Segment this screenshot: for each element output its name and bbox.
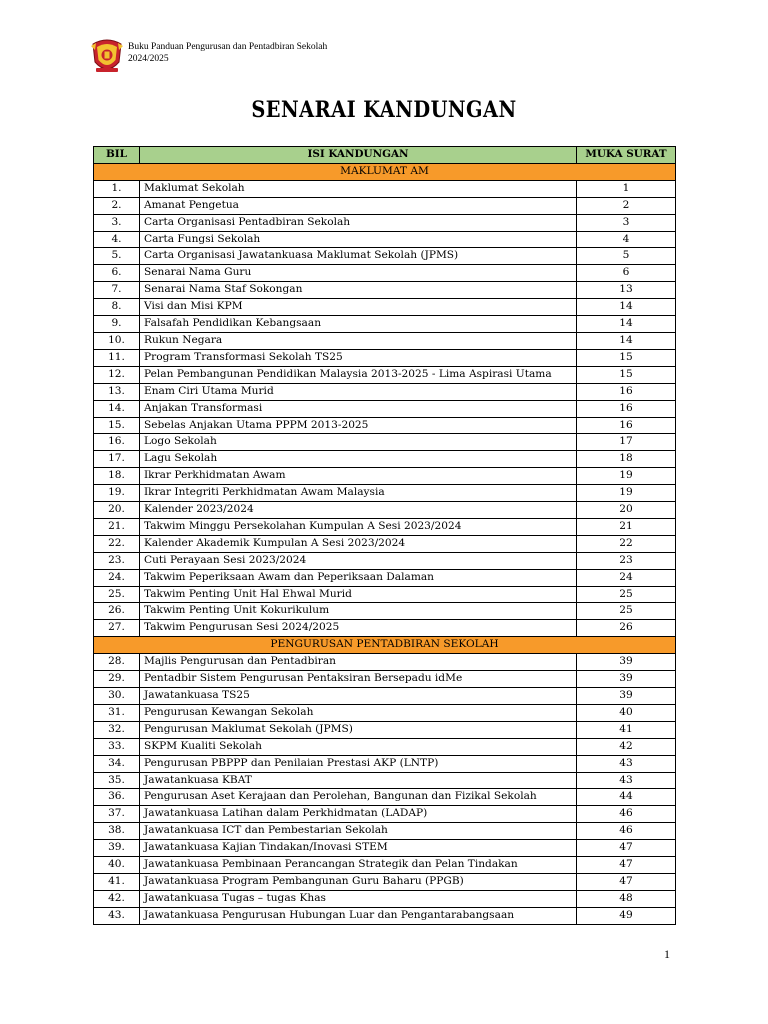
row-number: 30. bbox=[94, 688, 140, 705]
row-page: 47 bbox=[577, 873, 676, 890]
row-content: Takwim Penting Unit Kokurikulum bbox=[140, 603, 577, 620]
row-content: Sebelas Anjakan Utama PPPM 2013-2025 bbox=[140, 417, 577, 434]
row-content: Maklumat Sekolah bbox=[140, 180, 577, 197]
table-row bbox=[94, 654, 676, 671]
row-page: 20 bbox=[577, 502, 676, 519]
row-content: SKPM Kualiti Sekolah bbox=[140, 738, 577, 755]
row-page: 6 bbox=[577, 265, 676, 282]
table-row bbox=[94, 823, 676, 840]
row-number: 14. bbox=[94, 400, 140, 417]
column-header-isi-kandungan: ISI KANDUNGAN bbox=[140, 147, 577, 164]
document-header bbox=[90, 38, 490, 78]
row-page: 23 bbox=[577, 552, 676, 569]
table-row bbox=[94, 907, 676, 924]
row-page: 46 bbox=[577, 806, 676, 823]
table-row bbox=[94, 434, 676, 451]
row-content: Senarai Nama Staf Sokongan bbox=[140, 282, 577, 299]
row-content: Amanat Pengetua bbox=[140, 197, 577, 214]
row-number: 27. bbox=[94, 620, 140, 637]
row-page: 19 bbox=[577, 485, 676, 502]
row-number: 31. bbox=[94, 704, 140, 721]
row-page: 16 bbox=[577, 400, 676, 417]
row-number: 3. bbox=[94, 214, 140, 231]
table-row bbox=[94, 451, 676, 468]
row-content: Pengurusan PBPPP dan Penilaian Prestasi AKP (LNTP) bbox=[140, 755, 577, 772]
row-content: Jawatankuasa Pembinaan Perancangan Strategik dan Pelan Tindakan bbox=[140, 857, 577, 874]
table-row bbox=[94, 485, 676, 502]
row-page: 1 bbox=[577, 180, 676, 197]
table-row bbox=[94, 772, 676, 789]
row-number: 5. bbox=[94, 248, 140, 265]
row-number: 11. bbox=[94, 349, 140, 366]
table-row bbox=[94, 383, 676, 400]
row-page: 39 bbox=[577, 654, 676, 671]
row-page: 40 bbox=[577, 704, 676, 721]
row-content: Kalender Akademik Kumpulan A Sesi 2023/2024 bbox=[140, 535, 577, 552]
row-number: 1. bbox=[94, 180, 140, 197]
table-row bbox=[94, 197, 676, 214]
row-page: 43 bbox=[577, 755, 676, 772]
row-content: Ikrar Perkhidmatan Awam bbox=[140, 468, 577, 485]
row-content: Takwim Penting Unit Hal Ehwal Murid bbox=[140, 586, 577, 603]
row-content: Pengurusan Aset Kerajaan dan Perolehan, Bangunan dan Fizikal Sekolah bbox=[140, 789, 577, 806]
table-row bbox=[94, 468, 676, 485]
row-page: 14 bbox=[577, 332, 676, 349]
table-row bbox=[94, 231, 676, 248]
row-number: 25. bbox=[94, 586, 140, 603]
header-line-2: 2024/2025 bbox=[128, 54, 169, 64]
table-row bbox=[94, 586, 676, 603]
row-page: 26 bbox=[577, 620, 676, 637]
table-row bbox=[94, 688, 676, 705]
row-content: Ikrar Integriti Perkhidmatan Awam Malaysia bbox=[140, 485, 577, 502]
row-number: 12. bbox=[94, 366, 140, 383]
row-number: 24. bbox=[94, 569, 140, 586]
row-number: 32. bbox=[94, 721, 140, 738]
row-page: 48 bbox=[577, 890, 676, 907]
row-number: 17. bbox=[94, 451, 140, 468]
section-title: PENGURUSAN PENTADBIRAN SEKOLAH bbox=[94, 637, 676, 654]
table-row bbox=[94, 332, 676, 349]
row-page: 25 bbox=[577, 603, 676, 620]
row-number: 41. bbox=[94, 873, 140, 890]
row-number: 16. bbox=[94, 434, 140, 451]
table-row bbox=[94, 518, 676, 535]
row-number: 38. bbox=[94, 823, 140, 840]
row-page: 5 bbox=[577, 248, 676, 265]
row-page: 41 bbox=[577, 721, 676, 738]
row-page: 39 bbox=[577, 671, 676, 688]
table-row bbox=[94, 840, 676, 857]
school-crest-icon bbox=[90, 38, 124, 76]
row-content: Jawatankuasa ICT dan Pembestarian Sekolah bbox=[140, 823, 577, 840]
row-content: Jawatankuasa Latihan dalam Perkhidmatan (LADAP) bbox=[140, 806, 577, 823]
row-content: Visi dan Misi KPM bbox=[140, 299, 577, 316]
row-page: 24 bbox=[577, 569, 676, 586]
row-page: 21 bbox=[577, 518, 676, 535]
table-row bbox=[94, 299, 676, 316]
row-number: 39. bbox=[94, 840, 140, 857]
row-number: 29. bbox=[94, 671, 140, 688]
table-row bbox=[94, 366, 676, 383]
table-row bbox=[94, 400, 676, 417]
column-header-bil: BIL bbox=[94, 147, 140, 164]
row-content: Carta Organisasi Pentadbiran Sekolah bbox=[140, 214, 577, 231]
row-number: 13. bbox=[94, 383, 140, 400]
table-row bbox=[94, 502, 676, 519]
table-header-row bbox=[94, 147, 676, 164]
row-number: 21. bbox=[94, 518, 140, 535]
row-number: 7. bbox=[94, 282, 140, 299]
row-number: 15. bbox=[94, 417, 140, 434]
contents-table bbox=[93, 146, 676, 925]
table-row bbox=[94, 789, 676, 806]
row-content: Cuti Perayaan Sesi 2023/2024 bbox=[140, 552, 577, 569]
table-row bbox=[94, 620, 676, 637]
table-row bbox=[94, 282, 676, 299]
row-content: Rukun Negara bbox=[140, 332, 577, 349]
row-number: 8. bbox=[94, 299, 140, 316]
table-row bbox=[94, 552, 676, 569]
table-row bbox=[94, 214, 676, 231]
row-number: 19. bbox=[94, 485, 140, 502]
table-row bbox=[94, 349, 676, 366]
table-row bbox=[94, 857, 676, 874]
row-page: 15 bbox=[577, 366, 676, 383]
row-page: 43 bbox=[577, 772, 676, 789]
row-number: 4. bbox=[94, 231, 140, 248]
table-row bbox=[94, 603, 676, 620]
row-page: 16 bbox=[577, 383, 676, 400]
row-content: Senarai Nama Guru bbox=[140, 265, 577, 282]
row-content: Jawatankuasa Tugas – tugas Khas bbox=[140, 890, 577, 907]
row-content: Pengurusan Kewangan Sekolah bbox=[140, 704, 577, 721]
row-page: 47 bbox=[577, 840, 676, 857]
row-page: 17 bbox=[577, 434, 676, 451]
table-row bbox=[94, 873, 676, 890]
row-content: Takwim Pengurusan Sesi 2024/2025 bbox=[140, 620, 577, 637]
row-page: 4 bbox=[577, 231, 676, 248]
row-page: 18 bbox=[577, 451, 676, 468]
row-number: 23. bbox=[94, 552, 140, 569]
table-row bbox=[94, 535, 676, 552]
table-row bbox=[94, 180, 676, 197]
row-page: 47 bbox=[577, 857, 676, 874]
row-number: 36. bbox=[94, 789, 140, 806]
row-number: 28. bbox=[94, 654, 140, 671]
row-page: 14 bbox=[577, 299, 676, 316]
column-header-muka-surat: MUKA SURAT bbox=[577, 147, 676, 164]
row-content: Program Transformasi Sekolah TS25 bbox=[140, 349, 577, 366]
row-content: Carta Fungsi Sekolah bbox=[140, 231, 577, 248]
row-page: 3 bbox=[577, 214, 676, 231]
row-content: Enam Ciri Utama Murid bbox=[140, 383, 577, 400]
row-number: 22. bbox=[94, 535, 140, 552]
table-row bbox=[94, 704, 676, 721]
row-number: 10. bbox=[94, 332, 140, 349]
row-page: 14 bbox=[577, 316, 676, 333]
row-content: Pengurusan Maklumat Sekolah (JPMS) bbox=[140, 721, 577, 738]
row-content: Jawatankuasa TS25 bbox=[140, 688, 577, 705]
row-content: Carta Organisasi Jawatankuasa Maklumat Sekolah (JPMS) bbox=[140, 248, 577, 265]
row-page: 44 bbox=[577, 789, 676, 806]
row-content: Kalender 2023/2024 bbox=[140, 502, 577, 519]
row-content: Pelan Pembangunan Pendidikan Malaysia 2013-2025 - Lima Aspirasi Utama bbox=[140, 366, 577, 383]
section-row bbox=[94, 637, 676, 654]
row-number: 40. bbox=[94, 857, 140, 874]
section-title: MAKLUMAT AM bbox=[94, 163, 676, 180]
row-content: Pentadbir Sistem Pengurusan Pentaksiran Bersepadu idMe bbox=[140, 671, 577, 688]
row-content: Anjakan Transformasi bbox=[140, 400, 577, 417]
row-content: Majlis Pengurusan dan Pentadbiran bbox=[140, 654, 577, 671]
row-page: 13 bbox=[577, 282, 676, 299]
table-row bbox=[94, 316, 676, 333]
table-row bbox=[94, 890, 676, 907]
row-content: Takwim Peperiksaan Awam dan Peperiksaan Dalaman bbox=[140, 569, 577, 586]
header-text bbox=[128, 41, 327, 65]
row-number: 2. bbox=[94, 197, 140, 214]
table-row bbox=[94, 755, 676, 772]
row-page: 19 bbox=[577, 468, 676, 485]
row-page: 39 bbox=[577, 688, 676, 705]
page-number: 1 bbox=[664, 947, 670, 961]
section-row bbox=[94, 163, 676, 180]
row-number: 26. bbox=[94, 603, 140, 620]
table-row bbox=[94, 569, 676, 586]
row-number: 6. bbox=[94, 265, 140, 282]
row-number: 33. bbox=[94, 738, 140, 755]
row-number: 34. bbox=[94, 755, 140, 772]
row-page: 25 bbox=[577, 586, 676, 603]
row-content: Takwim Minggu Persekolahan Kumpulan A Sesi 2023/2024 bbox=[140, 518, 577, 535]
row-content: Jawatankuasa Program Pembangunan Guru Baharu (PPGB) bbox=[140, 873, 577, 890]
row-content: Logo Sekolah bbox=[140, 434, 577, 451]
row-number: 37. bbox=[94, 806, 140, 823]
row-content: Falsafah Pendidikan Kebangsaan bbox=[140, 316, 577, 333]
row-number: 43. bbox=[94, 907, 140, 924]
row-content: Jawatankuasa Pengurusan Hubungan Luar dan Pengantarabangsaan bbox=[140, 907, 577, 924]
row-page: 46 bbox=[577, 823, 676, 840]
header-line-1: Buku Panduan Pengurusan dan Pentadbiran Sekolah bbox=[128, 42, 328, 52]
row-number: 20. bbox=[94, 502, 140, 519]
table-row bbox=[94, 721, 676, 738]
row-number: 9. bbox=[94, 316, 140, 333]
table-row bbox=[94, 248, 676, 265]
table-row bbox=[94, 671, 676, 688]
row-page: 49 bbox=[577, 907, 676, 924]
row-content: Jawatankuasa Kajian Tindakan/Inovasi STEM bbox=[140, 840, 577, 857]
row-page: 22 bbox=[577, 535, 676, 552]
page-title: SENARAI KANDUNGAN bbox=[251, 97, 517, 123]
table-row bbox=[94, 806, 676, 823]
table-row bbox=[94, 265, 676, 282]
table-row bbox=[94, 738, 676, 755]
table-body bbox=[94, 163, 676, 924]
row-content: Jawatankuasa KBAT bbox=[140, 772, 577, 789]
row-page: 15 bbox=[577, 349, 676, 366]
table-row bbox=[94, 417, 676, 434]
row-content: Lagu Sekolah bbox=[140, 451, 577, 468]
row-number: 35. bbox=[94, 772, 140, 789]
row-number: 18. bbox=[94, 468, 140, 485]
row-number: 42. bbox=[94, 890, 140, 907]
row-page: 2 bbox=[577, 197, 676, 214]
row-page: 42 bbox=[577, 738, 676, 755]
row-page: 16 bbox=[577, 417, 676, 434]
